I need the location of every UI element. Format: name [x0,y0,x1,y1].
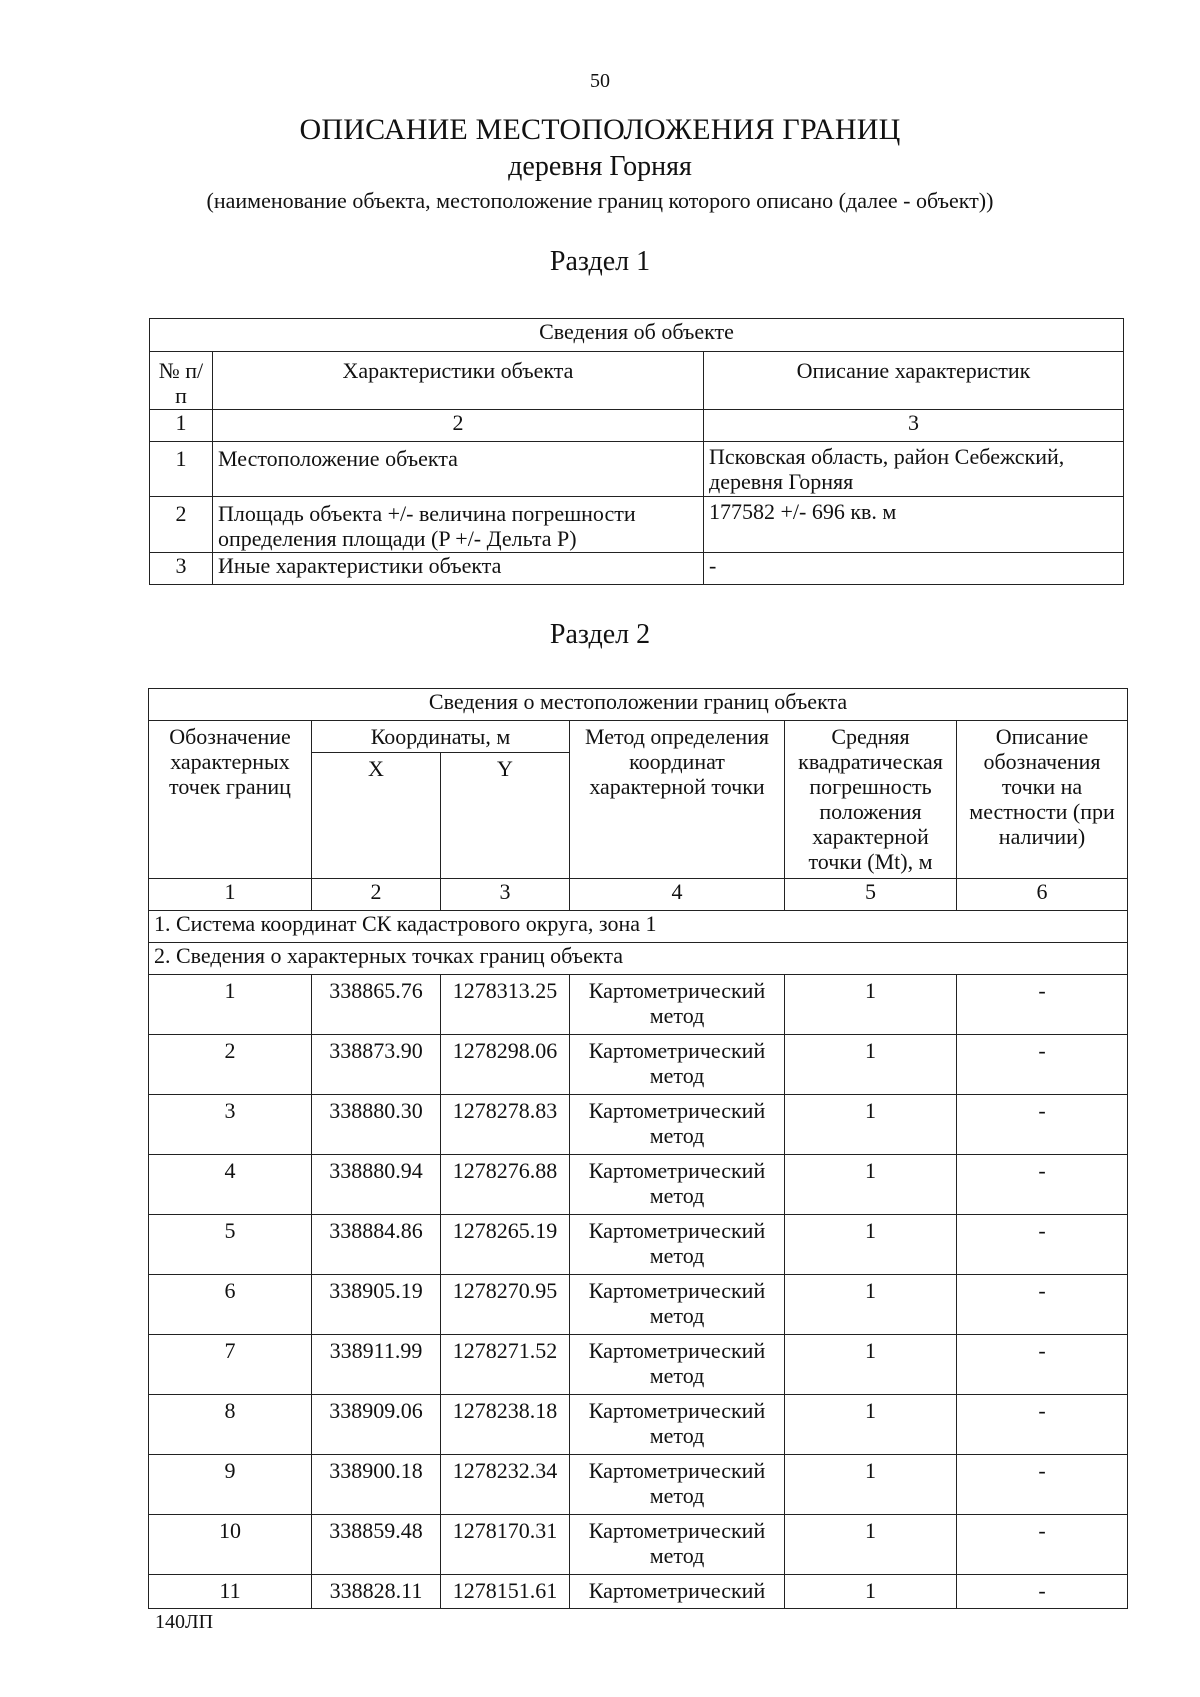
col-header-description: Описание обозначения точки на местности (при наличии) [957,721,1128,879]
table-row [149,1395,1128,1455]
point-method: Картометрический метод [570,975,785,1035]
point-error: 1 [785,1155,957,1215]
point-number: 7 [149,1335,312,1395]
point-x: 338884.86 [312,1215,441,1275]
point-y: 1278265.19 [441,1215,570,1275]
row-number: 1 [150,442,213,497]
point-y: 1278232.34 [441,1455,570,1515]
col-index: 2 [213,410,704,442]
table-row [149,1515,1128,1575]
table-row [150,553,1124,585]
point-description: - [957,1335,1128,1395]
point-y: 1278151.61 [441,1575,570,1609]
row-number: 3 [150,553,213,585]
points-section-row: 2. Сведения о характерных точках границ объекта [149,943,1128,975]
point-error: 1 [785,1395,957,1455]
point-method: Картометрический метод [570,1215,785,1275]
point-method: Картометрический метод [570,1455,785,1515]
col-header-description: Описание характеристик [704,352,1124,410]
table-row [149,975,1128,1035]
point-method: Картометрический метод [570,1275,785,1335]
point-x: 338865.76 [312,975,441,1035]
col-index: 3 [704,410,1124,442]
section1-heading: Раздел 1 [549,246,651,277]
point-x: 338905.19 [312,1275,441,1335]
col-index: 5 [785,879,957,911]
table-row [149,1275,1128,1335]
point-y: 1278276.88 [441,1155,570,1215]
table-row [149,1035,1128,1095]
col-header-x: X [312,753,441,879]
point-number: 2 [149,1035,312,1095]
point-y: 1278278.83 [441,1095,570,1155]
point-number: 9 [149,1455,312,1515]
point-error: 1 [785,1215,957,1275]
col-index: 1 [149,879,312,911]
document-subtitle: деревня Горняя [508,151,692,182]
point-description: - [957,1215,1128,1275]
point-description: - [957,975,1128,1035]
document-title: ОПИСАНИЕ МЕСТОПОЛОЖЕНИЯ ГРАНИЦ [299,113,901,146]
point-y: 1278170.31 [441,1515,570,1575]
point-x: 338911.99 [312,1335,441,1395]
point-number: 8 [149,1395,312,1455]
point-number: 6 [149,1275,312,1335]
col-header-method: Метод определения координат характерной точки [570,721,785,879]
table-title: Сведения об объекте [150,319,1124,352]
point-description: - [957,1275,1128,1335]
table-row [150,442,1124,497]
point-y: 1278313.25 [441,975,570,1035]
table-row [149,1455,1128,1515]
point-error: 1 [785,1095,957,1155]
point-method: Картометрический [570,1575,785,1609]
point-method: Картометрический метод [570,1515,785,1575]
coordinate-system-row: 1. Система координат СК кадастрового округа, зона 1 [149,911,1128,943]
col-index: 1 [150,410,213,442]
point-number: 11 [149,1575,312,1609]
col-header-error: Средняя квадратическая погрешность положения характерной точки (Mt), м [785,721,957,879]
point-method: Картометрический метод [570,1335,785,1395]
point-number: 4 [149,1155,312,1215]
point-y: 1278298.06 [441,1035,570,1095]
point-description: - [957,1095,1128,1155]
point-number: 1 [149,975,312,1035]
object-info-table [149,318,1124,585]
point-description: - [957,1515,1128,1575]
point-description: - [957,1395,1128,1455]
point-error: 1 [785,1575,957,1609]
col-header-point: Обозначение характерных точек границ [149,721,312,879]
point-method: Картометрический метод [570,1155,785,1215]
point-description: - [957,1455,1128,1515]
row-description: - [704,553,1124,585]
point-x: 338900.18 [312,1455,441,1515]
point-number: 10 [149,1515,312,1575]
boundary-points-table [148,688,1128,1609]
point-method: Картометрический метод [570,1095,785,1155]
point-y: 1278270.95 [441,1275,570,1335]
table-row [150,497,1124,553]
point-x: 338859.48 [312,1515,441,1575]
col-header-y: Y [441,753,570,879]
point-y: 1278271.52 [441,1335,570,1395]
point-error: 1 [785,1035,957,1095]
table-row [149,1155,1128,1215]
point-error: 1 [785,1275,957,1335]
col-index: 4 [570,879,785,911]
col-header-num: № п/п [150,352,213,410]
point-error: 1 [785,1515,957,1575]
point-method: Картометрический метод [570,1035,785,1095]
point-number: 3 [149,1095,312,1155]
point-x: 338873.90 [312,1035,441,1095]
table-row [149,1215,1128,1275]
section2-heading: Раздел 2 [549,619,651,650]
table-row [149,1575,1128,1609]
row-description: Псковская область, район Себежский, деревня Горняя [704,442,1124,497]
point-description: - [957,1575,1128,1609]
point-number: 5 [149,1215,312,1275]
point-x: 338880.30 [312,1095,441,1155]
row-characteristic: Местоположение объекта [213,442,704,497]
page-number: 50 [590,70,610,92]
row-characteristic: Иные характеристики объекта [213,553,704,585]
col-header-characteristics: Характеристики объекта [213,352,704,410]
table-row [149,1095,1128,1155]
row-description: 177582 +/- 696 кв. м [704,497,1124,553]
point-description: - [957,1155,1128,1215]
point-y: 1278238.18 [441,1395,570,1455]
col-index: 6 [957,879,1128,911]
point-x: 338828.11 [312,1575,441,1609]
point-x: 338909.06 [312,1395,441,1455]
col-index: 2 [312,879,441,911]
point-description: - [957,1035,1128,1095]
col-header-coordinates: Координаты, м [312,721,570,753]
point-x: 338880.94 [312,1155,441,1215]
table-row [149,1335,1128,1395]
document-code: 140ЛП [155,1611,214,1633]
row-characteristic: Площадь объекта +/- величина погрешности определения площади (P +/- Дельта P) [213,497,704,553]
document-caption: (наименование объекта, местоположение границ которого описано (далее - объект)) [206,188,994,213]
col-index: 3 [441,879,570,911]
point-method: Картометрический метод [570,1395,785,1455]
table-title: Сведения о местоположении границ объекта [149,689,1128,721]
point-error: 1 [785,1335,957,1395]
point-error: 1 [785,1455,957,1515]
row-number: 2 [150,497,213,553]
point-error: 1 [785,975,957,1035]
